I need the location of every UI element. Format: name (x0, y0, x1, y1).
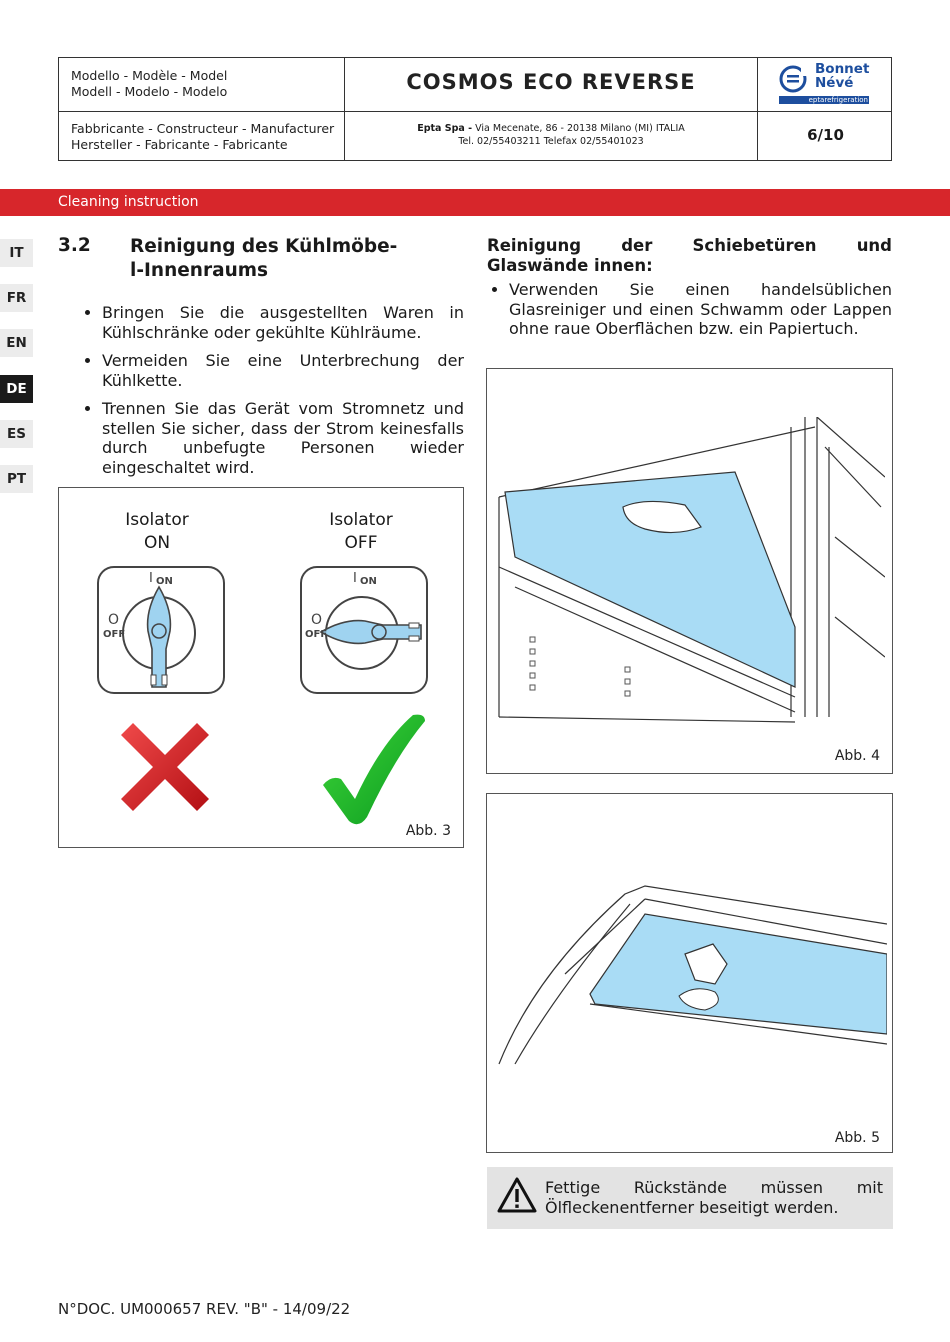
language-tab-es[interactable]: ES (0, 420, 33, 448)
switch-zero-mark: O (108, 612, 120, 628)
model-label (71, 68, 227, 100)
isolator-off-label (281, 509, 441, 555)
cabinet-glass-wall-illustration (495, 884, 887, 1074)
instruction-list (509, 280, 892, 339)
figure-caption: Abb. 4 (834, 748, 880, 764)
language-tab-fr[interactable]: FR (0, 284, 33, 312)
switch-off-mark: OFF (103, 629, 126, 640)
bonnet-neve-logo (779, 61, 871, 106)
language-tab-en[interactable]: EN (0, 329, 33, 357)
figure-5 (486, 793, 893, 1153)
divider (59, 111, 891, 112)
isolator-label-line: ON (143, 533, 171, 553)
isolator-label-line: Isolator (125, 510, 189, 530)
cabinet-sliding-door-illustration (495, 417, 885, 737)
document-header (58, 57, 892, 161)
section-title-line: Reinigung des Kühlmöbe- (130, 236, 398, 257)
manufacturer-label-line: Hersteller - Fabricante - Fabricante (71, 137, 288, 152)
maker-address: Via Mecenate, 86 - 20138 Milano (MI) ITALIA (475, 123, 685, 134)
model-label-line: Modello - Modèle - Model (71, 68, 228, 83)
red-cross-icon (117, 719, 213, 815)
logo-tagline: eptarefrigeration (808, 96, 868, 104)
figure-caption: Abb. 3 (405, 823, 451, 839)
switch-on-mark: ON (156, 576, 173, 587)
list-item: • Vermeiden Sie eine Unterbrechung der Kühlkette. (102, 351, 464, 390)
language-tab-de[interactable]: DE (0, 375, 33, 403)
maker-name: Epta Spa - (417, 123, 473, 134)
section-bar-label: Cleaning instruction (58, 194, 199, 210)
instruction-list (80, 303, 464, 486)
page-number: 6/10 (807, 126, 844, 144)
language-tab-it[interactable]: IT (0, 239, 33, 267)
section-bar (0, 189, 950, 216)
language-tab-pt[interactable]: PT (0, 465, 33, 493)
model-name: COSMOS ECO REVERSE (406, 70, 696, 94)
switch-zero-mark: O (311, 612, 323, 628)
switch-one-mark: I (353, 571, 357, 586)
section-title-line: l-Innenraums (130, 260, 269, 281)
switch-one-mark: I (149, 571, 153, 586)
manufacturer-label-line: Fabbricante - Constructeur - Manufacturer (71, 121, 335, 136)
switch-on-mark: ON (360, 576, 377, 587)
subsection-heading: Reinigung der Schiebetüren und (487, 236, 892, 255)
divider (757, 58, 758, 160)
section-title (130, 235, 420, 283)
logo-text: Névé (815, 75, 854, 91)
isolator-label-line: OFF (344, 533, 378, 553)
isolator-label-line: Isolator (329, 510, 393, 530)
figure-caption: Abb. 5 (834, 1130, 880, 1146)
manufacturer-info (345, 122, 757, 148)
warning-triangle-icon (497, 1176, 537, 1214)
isolator-on-label (77, 509, 237, 555)
warning-text: Fettige Rückstände müssen mit Ölfleckenentferner beseitigt werden. (545, 1178, 883, 1217)
list-item: • Verwenden Sie einen handelsüblichen Glasreiniger und einen Schwamm oder Lappen ohne raue Oberflächen bzw. ein Papiertuch. (509, 280, 892, 339)
section-number: 3.2 (58, 235, 91, 256)
warning-note (487, 1167, 893, 1229)
green-check-icon (321, 713, 427, 828)
list-item: • Bringen Sie die ausgestellten Waren in Kühlschränke oder gekühlte Kühlräume. (102, 303, 464, 342)
list-item: • Trennen Sie das Gerät vom Stromnetz und stellen Sie sicher, dass der Strom keinesfalls durch unbefugte Personen wieder eingeschaltet wird. (102, 399, 464, 477)
logo-text: Bonnet (815, 61, 870, 77)
manufacturer-label (71, 121, 334, 153)
model-label-line: Modell - Modelo - Modelo (71, 84, 228, 99)
document-number: N°DOC. UM000657 REV. "B" - 14/09/22 (58, 1300, 351, 1318)
maker-phone: Tel. 02/55403211 Telefax 02/55401023 (458, 136, 644, 147)
subsection-heading: Glaswände innen: (487, 256, 653, 275)
switch-off-mark: OFF (305, 629, 328, 640)
figure-3 (58, 487, 464, 848)
figure-4 (486, 368, 893, 774)
